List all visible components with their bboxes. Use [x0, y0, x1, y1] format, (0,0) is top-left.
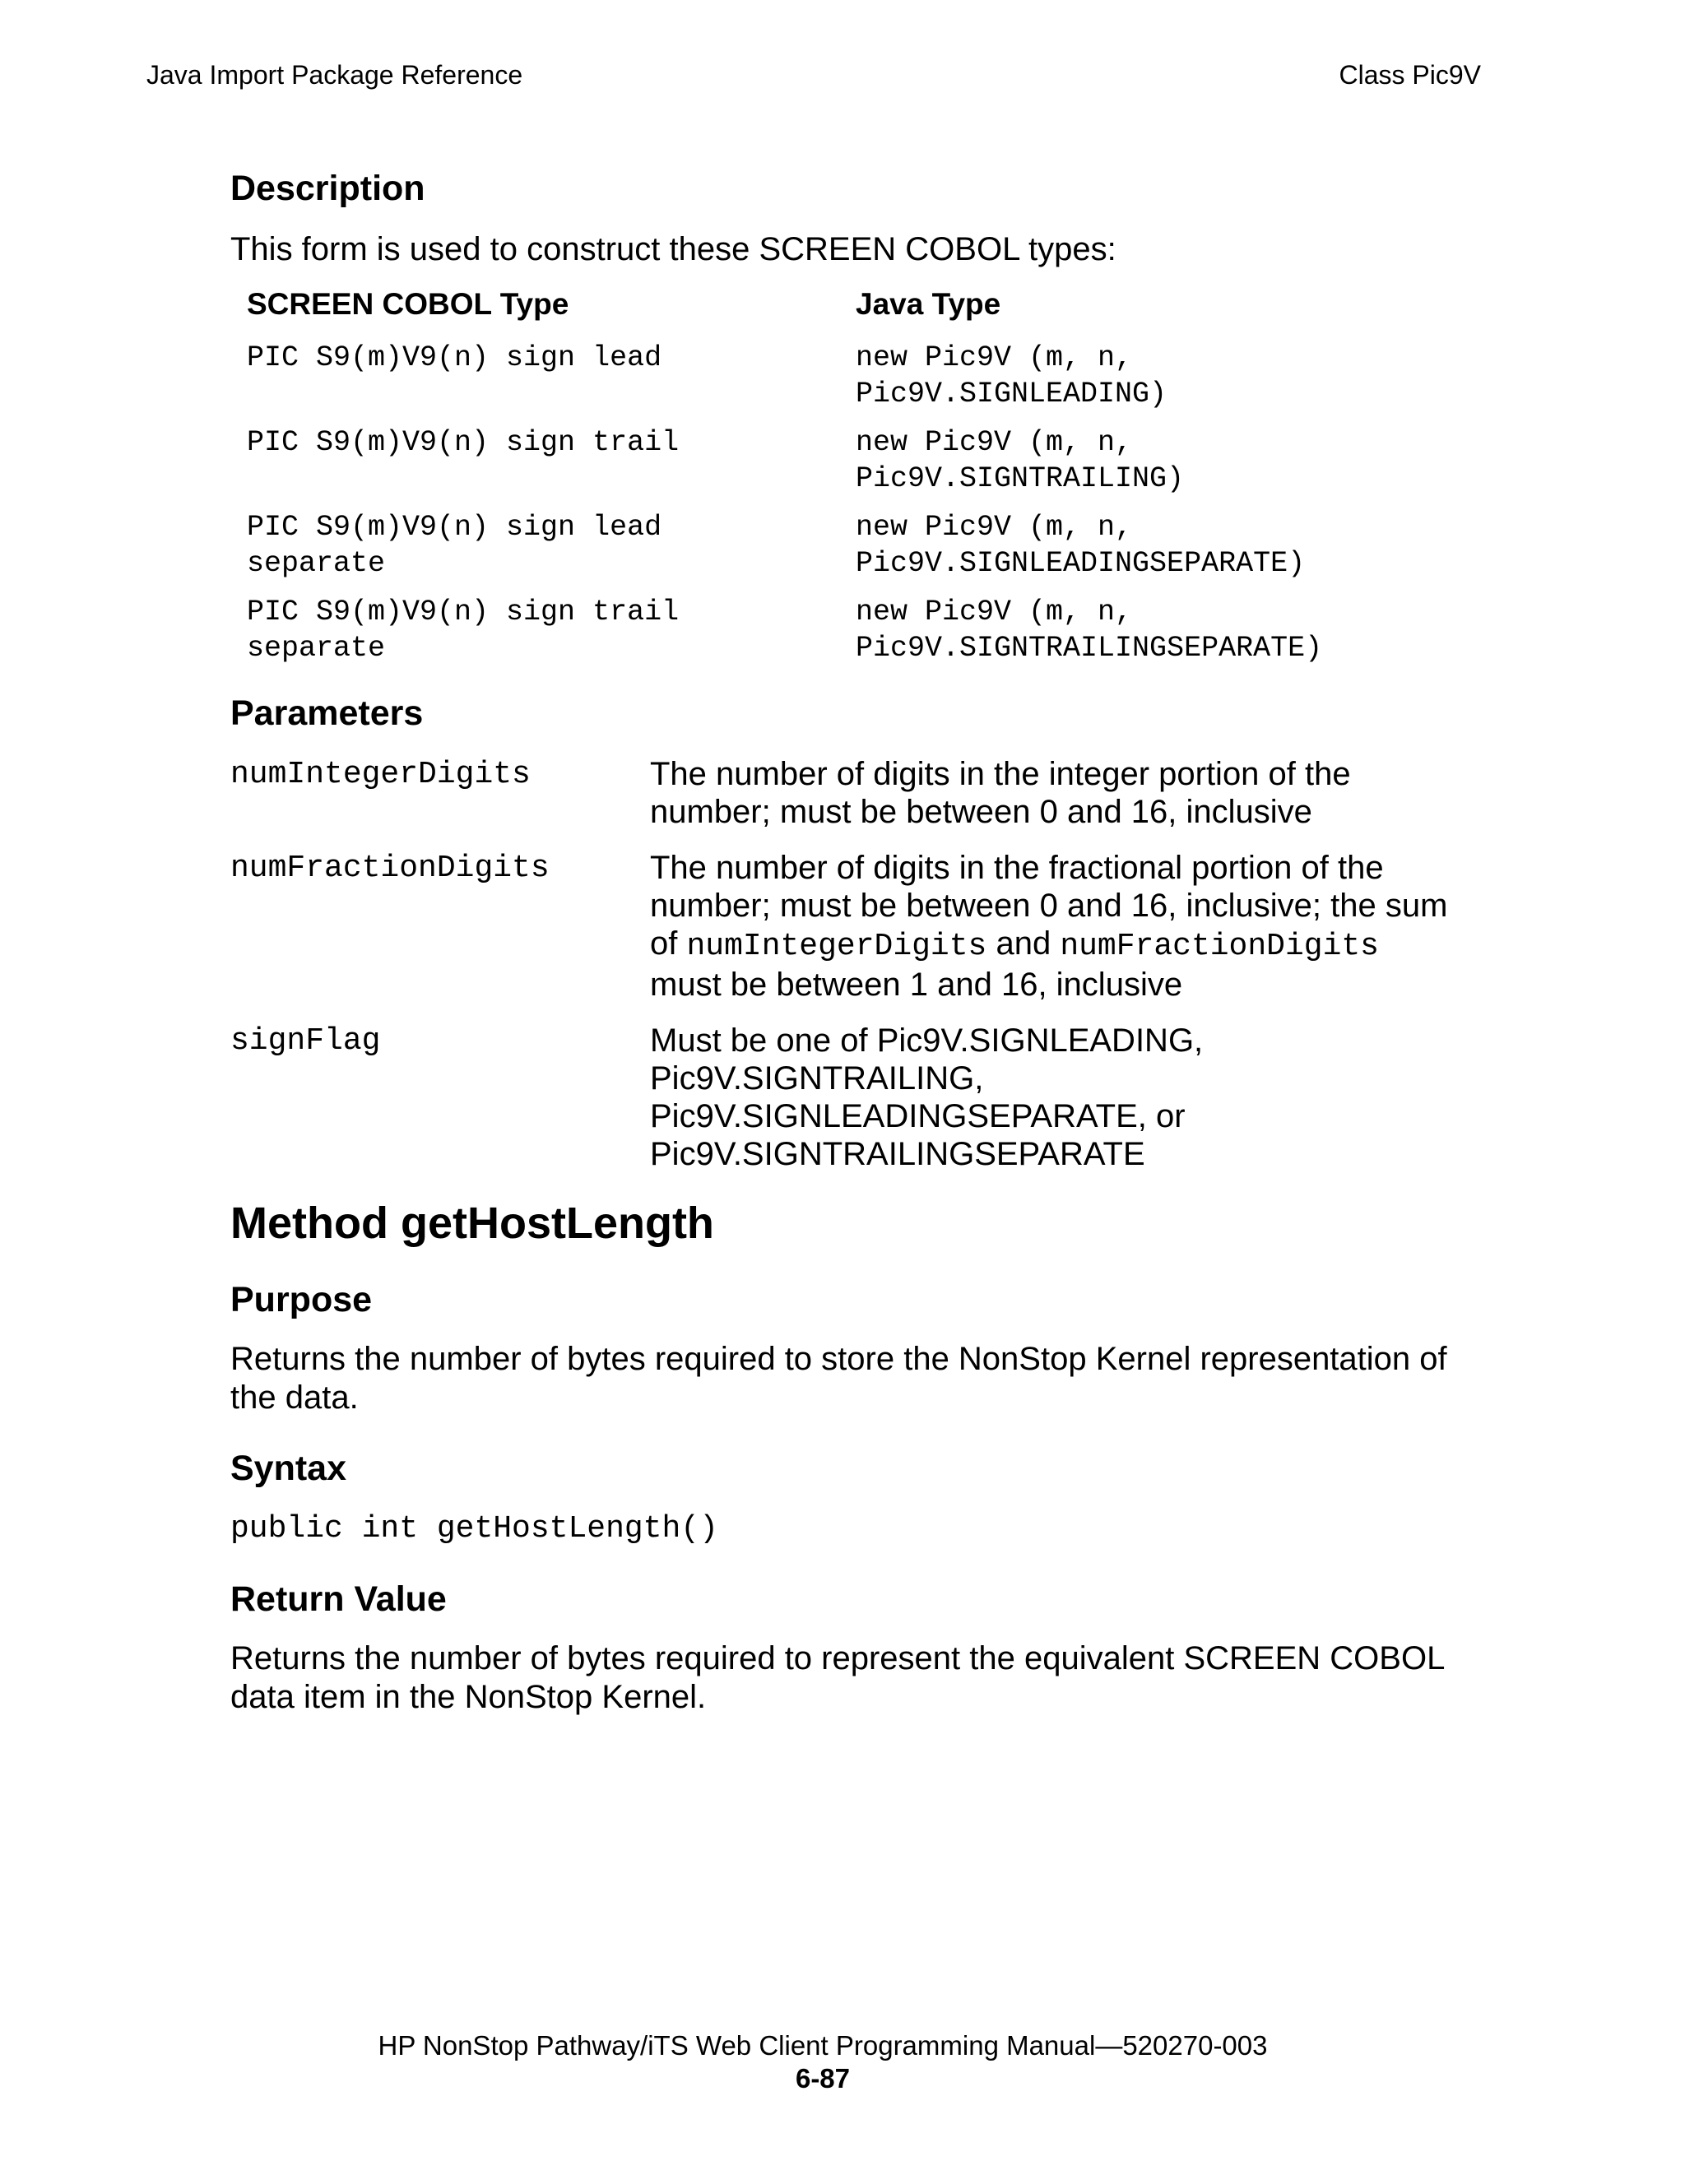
java-type-line: new Pic9V (m, n,	[856, 341, 1133, 374]
running-header-left: Java Import Package Reference	[146, 60, 523, 90]
cobol-type-line: PIC S9(m)V9(n) sign lead	[247, 511, 662, 544]
description-line	[650, 925, 1465, 966]
cobol-type-line: PIC S9(m)V9(n) sign trail	[247, 596, 680, 628]
type-table	[247, 287, 1415, 666]
purpose-text	[230, 1340, 1465, 1417]
description-text: of	[650, 925, 687, 962]
parameter-description	[650, 849, 1465, 1004]
type-table-header	[247, 287, 1415, 340]
purpose-heading: Purpose	[230, 1280, 373, 1319]
description-line: The number of digits in the integer portion of the	[650, 756, 1351, 792]
parameter-list	[230, 755, 1465, 1173]
purpose-line: the data.	[230, 1379, 359, 1416]
table-row	[247, 594, 1415, 666]
cobol-type-line: separate	[247, 547, 386, 580]
cobol-type-line: separate	[247, 632, 386, 665]
java-type-line: Pic9V.SIGNTRAILING)	[856, 462, 1185, 495]
method-title: Method getHostLength	[230, 1199, 714, 1248]
parameter-name: signFlag	[230, 1023, 381, 1059]
table-row	[247, 424, 1415, 497]
parameter-description	[650, 1022, 1465, 1173]
inline-code: numFractionDigits	[1060, 929, 1379, 964]
description-heading: Description	[230, 169, 425, 208]
java-type-line: Pic9V.SIGNLEADING)	[856, 378, 1167, 410]
parameters-heading: Parameters	[230, 693, 424, 733]
description-line: must be between 1 and 16, inclusive	[650, 967, 1183, 1003]
list-item	[230, 849, 1465, 1004]
running-header-right: Class Pic9V	[1339, 60, 1481, 90]
description-line: Pic9V.SIGNTRAILING,	[650, 1060, 984, 1097]
description-text: and	[986, 925, 1061, 962]
syntax-code: public int getHostLength()	[230, 1511, 718, 1546]
table-row	[247, 340, 1415, 412]
description-line: number; must be between 0 and 16, inclusive	[650, 794, 1312, 830]
col-header-cobol-type: SCREEN COBOL Type	[247, 287, 569, 321]
java-type-line: new Pic9V (m, n,	[856, 596, 1133, 628]
description-line: number; must be between 0 and 16, inclusive; the sum	[650, 888, 1448, 924]
java-type-line: new Pic9V (m, n,	[856, 426, 1133, 459]
cobol-type-line: PIC S9(m)V9(n) sign lead	[247, 341, 662, 374]
parameter-name: numFractionDigits	[230, 851, 550, 886]
description-line: Pic9V.SIGNLEADINGSEPARATE, or	[650, 1098, 1186, 1134]
list-item	[230, 1022, 1465, 1173]
purpose-line: Returns the number of bytes required to store the NonStop Kernel representation of	[230, 1341, 1447, 1377]
inline-code: numIntegerDigits	[686, 929, 987, 964]
java-type-line: Pic9V.SIGNTRAILINGSEPARATE)	[856, 632, 1323, 665]
col-header-java-type: Java Type	[856, 287, 1001, 321]
parameter-name: numIntegerDigits	[230, 757, 531, 792]
parameter-description	[650, 755, 1465, 831]
return-value-text	[230, 1639, 1465, 1717]
footer-page-number: 6-87	[795, 2063, 851, 2094]
syntax-heading: Syntax	[230, 1449, 347, 1488]
cobol-type-line: PIC S9(m)V9(n) sign trail	[247, 426, 680, 459]
description-line: Pic9V.SIGNTRAILINGSEPARATE	[650, 1136, 1145, 1172]
description-intro: This form is used to construct these SCREEN COBOL types:	[230, 231, 1116, 267]
return-value-heading: Return Value	[230, 1579, 447, 1619]
return-value-line: data item in the NonStop Kernel.	[230, 1679, 707, 1715]
description-line: The number of digits in the fractional portion of the	[650, 850, 1384, 886]
return-value-line: Returns the number of bytes required to represent the equivalent SCREEN COBOL	[230, 1640, 1446, 1676]
footer-manual-title: HP NonStop Pathway/iTS Web Client Programming Manual—520270-003	[378, 2030, 1268, 2061]
java-type-line: Pic9V.SIGNLEADINGSEPARATE)	[856, 547, 1306, 580]
page-content	[230, 169, 1465, 1717]
table-row	[247, 509, 1415, 582]
description-line: Must be one of Pic9V.SIGNLEADING,	[650, 1022, 1204, 1059]
list-item	[230, 755, 1465, 831]
java-type-line: new Pic9V (m, n,	[856, 511, 1133, 544]
